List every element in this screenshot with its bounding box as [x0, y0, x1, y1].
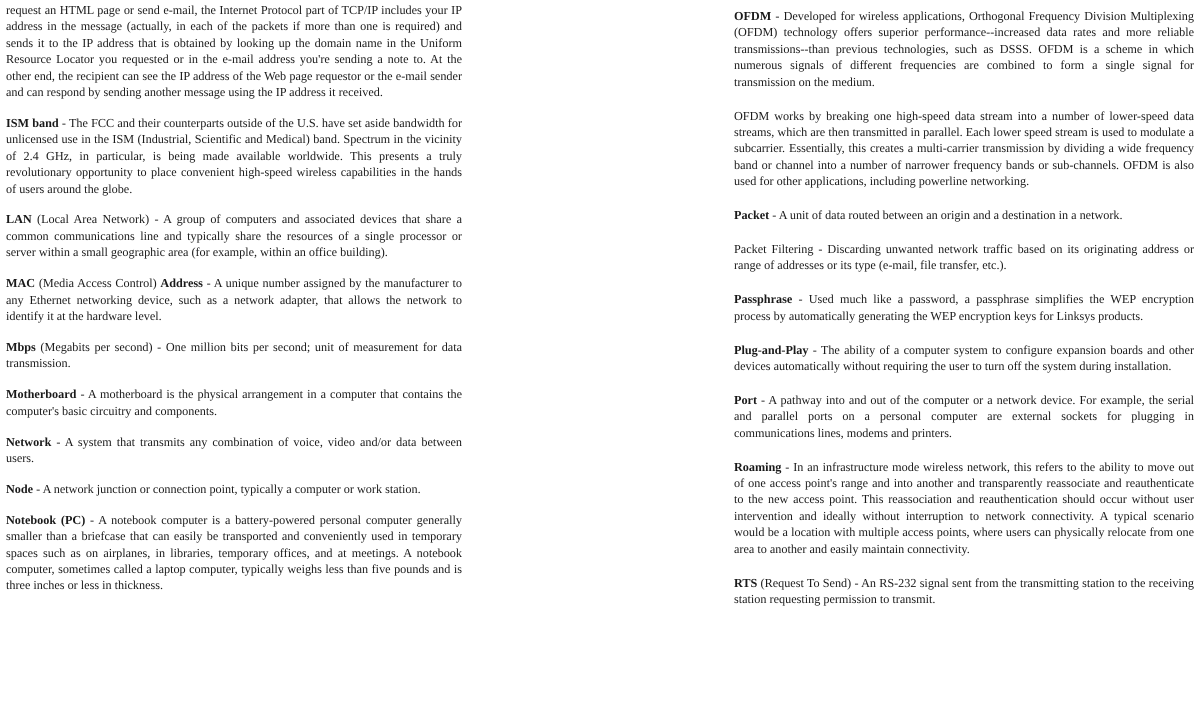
entry-separator: -: [851, 575, 862, 590]
glossary-entry-node: [6, 481, 462, 497]
entry-text: In an infrastructure mode wireless network, this refers to the ability to move out of one access point's range and into another and transparently reassociate and reauthenticate to the new access point. This reassociation and reauthentication should occur without user intervention and ideally without interruption to network connectivity. A typical scenario would be a location with multiple access points, where users can physically relocate from one area to another and easily maintain connectivity.: [734, 459, 1194, 556]
glossary-entry-rts: [734, 575, 1194, 608]
glossary-entry-mac-address: [6, 275, 462, 324]
entry-term: Notebook (PC): [6, 512, 86, 527]
entry-term-suffix: Address: [160, 276, 203, 291]
glossary-entry-roaming: [734, 459, 1194, 557]
glossary-entry-mbps: [6, 339, 462, 372]
glossary-entry-ism-band: [6, 115, 462, 197]
entry-term: OFDM: [734, 9, 772, 23]
entry-term: LAN: [6, 212, 32, 227]
entry-text: A motherboard is the physical arrangement in a computer that contains the computer's basic circuitry and components.: [6, 387, 462, 418]
entry-term: Roaming: [734, 459, 782, 474]
entry-text: A unique number assigned by the manufacturer to any Ethernet networking device, such as a network adapter, that allows the network to identify it at the hardware level.: [6, 276, 462, 323]
entry-separator: -: [792, 292, 809, 307]
entry-separator: -: [771, 9, 784, 23]
entry-term: Mbps: [6, 339, 36, 354]
entry-separator: -: [781, 459, 794, 474]
entry-separator: -: [58, 115, 69, 130]
glossary-entry-port: [734, 392, 1194, 441]
entry-separator: -: [202, 276, 214, 291]
entry-text: request an HTML page or send e-mail, the Internet Protocol part of TCP/IP includes your IP address in the message (actually, in each of the packets if more than one is required) and sends it to the IP address that is obtained by looking up the domain name in the Uniform Resource Locator you requested or in the e-mail address you're sending a note to. At the other end, the recipient can see the IP address of the Web page requestor or the e-mail sender and can respond by sending another message using the IP address it received.: [6, 3, 462, 100]
right-column: [734, 8, 1194, 625]
entry-term: Port: [734, 392, 758, 407]
entry-separator: -: [51, 434, 65, 449]
entry-text: The FCC and their counterparts outside of the U.S. have set aside bandwidth for unlicensed use in the ISM (Industrial, Scientific and Medical) band. Spectrum in the vicinity of 2.4 GHz, in particular, is being made available worldwide. This presents a truly revolutionary opportunity to place convenient high-speed wireless capabilities in the hands of users around the globe.: [6, 115, 462, 196]
entry-text: Used much like a password, a passphrase simplifies the WEP encryption process by automatically generating the WEP encryption keys for Linksys products.: [734, 292, 1194, 323]
glossary-entry-notebook-pc: [6, 512, 462, 594]
glossary-entry-packet: [734, 207, 1194, 223]
entry-term: MAC: [6, 276, 36, 291]
entry-separator: -: [769, 208, 779, 223]
entry-term-expansion: (Local Area Network): [31, 212, 150, 227]
glossary-entry-network: [6, 434, 462, 467]
entry-text: The ability of a computer system to configure expansion boards and other devices automatically without requiring the user to turn off the system during installation.: [734, 342, 1194, 373]
glossary-entry-motherboard: [6, 386, 462, 419]
entry-term: Node: [6, 481, 34, 496]
entry-text: A group of computers and associated devices that share a common communications line and typically share the resources of a single processor or server within a small geographic area (for example, within an office building).: [6, 212, 462, 260]
entry-text: A notebook computer is a battery-powered personal computer generally smaller than a briefcase that can easily be transported and conveniently used in temporary spaces such as on airplanes, in libraries, temporary offices, and at meetings. A notebook computer, sometimes called a laptop computer, typically weighs less than five pounds and is three inches or less in thickness.: [6, 512, 462, 593]
entry-term: RTS: [734, 575, 758, 590]
entry-text: An RS-232 signal sent from the transmitting station to the receiving station requesting permission to transmit.: [734, 575, 1194, 606]
entry-term: Packet: [734, 208, 770, 223]
glossary-entry-passphrase: [734, 291, 1194, 324]
entry-separator: -: [152, 339, 166, 354]
glossary-entry-ofdm: [734, 8, 1194, 90]
entry-term: ISM band: [6, 115, 59, 130]
entry-term-expansion: (Media Access Control): [35, 276, 161, 291]
entry-separator: -: [85, 512, 99, 527]
entry-term: Passphrase: [734, 292, 793, 307]
glossary-entry-packet-filtering: [734, 241, 1194, 274]
entry-text: One million bits per second; unit of measurement for data transmission.: [6, 339, 462, 371]
entry-term-expansion: (Megabits per second): [35, 339, 153, 354]
entry-separator: -: [808, 342, 821, 357]
entry-separator: -: [149, 212, 164, 227]
entry-text: A system that transmits any combination of voice, video and/or data between users.: [6, 434, 463, 465]
entry-term: Plug-and-Play: [734, 342, 809, 357]
glossary-entry-ip-continuation: [6, 2, 462, 100]
entry-separator: -: [76, 387, 88, 402]
entry-separator: -: [757, 392, 769, 407]
entry-separator: -: [33, 481, 43, 496]
glossary-entry-ofdm-continued: [734, 108, 1194, 190]
entry-text: A unit of data routed between an origin and a destination in a network.: [778, 208, 1123, 223]
entry-text: OFDM works by breaking one high-speed data stream into a number of lower-speed data streams, which are then transmitted in parallel. Each lower speed stream is used to modulate a subcarrier. Essentially, this creates a multi-carrier transmission by dividing a wide frequency band or channel into a number of narrower frequency bands or sub-channels. OFDM is also used for other applications, including powerline networking.: [734, 108, 1194, 189]
entry-term: Network: [6, 434, 52, 449]
entry-text: A network junction or connection point, typically a computer or work station.: [42, 481, 421, 496]
glossary-entry-lan: [6, 211, 462, 260]
left-column: [6, 2, 462, 608]
entry-text: Developed for wireless applications, Orthogonal Frequency Division Multiplexing (OFDM) technology offers superior performance--increased data rates and more reliable transmissions--than previous technologies, such as DSSS. OFDM is a scheme in which numerous signals of different frequencies are combined to form a single signal for transmission on the medium.: [734, 9, 1194, 89]
entry-term: Motherboard: [6, 387, 77, 402]
entry-text: A pathway into and out of the computer or a network device. For example, the serial and parallel ports on a personal computer are external sockets for plugging in communications lines, modems and printers.: [734, 392, 1195, 440]
glossary-entry-plug-and-play: [734, 342, 1194, 375]
entry-text: Packet Filtering - Discarding unwanted network traffic based on its originating address or range of addresses or its type (e-mail, file transfer, etc.).: [734, 241, 1194, 273]
entry-term-expansion: (Request To Send): [757, 575, 852, 590]
